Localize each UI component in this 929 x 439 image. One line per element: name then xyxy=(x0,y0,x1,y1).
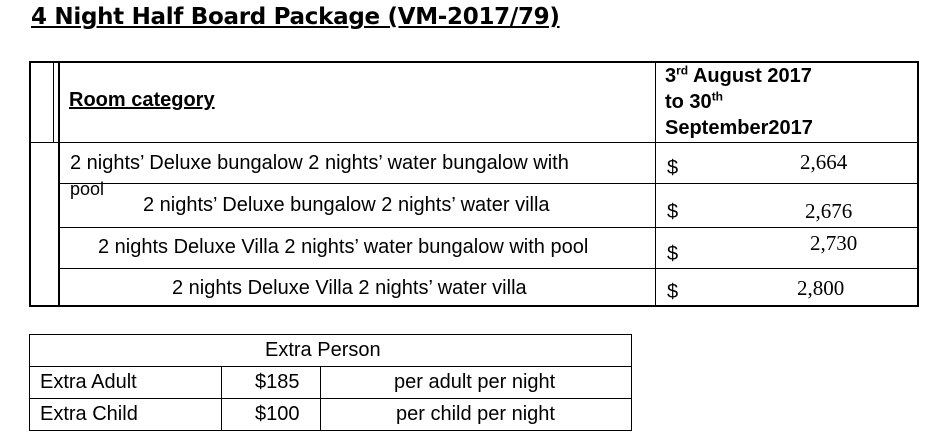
currency-symbol: $ xyxy=(667,201,679,223)
price-cell: 2,676 xyxy=(805,199,853,223)
table-border xyxy=(29,334,30,431)
page-title: 4 Night Half Board Package (VM-2017/79) xyxy=(31,4,560,30)
extra-unit-cell: per child per night xyxy=(396,403,555,425)
table-border xyxy=(58,227,919,228)
table-border xyxy=(58,183,919,184)
column-header-room-category: Room category xyxy=(69,89,215,111)
column-header-date-range xyxy=(665,63,813,141)
room-category-cell: 2 nights Deluxe Villa 2 nights’ water bungalow with pool xyxy=(98,236,589,258)
table-border xyxy=(29,366,632,367)
date-end-suffix: th xyxy=(711,89,724,104)
table-border xyxy=(29,398,632,399)
price-cell: 2,800 xyxy=(797,276,845,300)
price-cell: 2,664 xyxy=(800,150,848,174)
table-border xyxy=(917,61,919,307)
currency-symbol: $ xyxy=(667,243,679,265)
extra-person-table xyxy=(29,334,632,431)
currency-symbol: $ xyxy=(667,281,679,303)
room-category-cell: 2 nights Deluxe Villa 2 nights’ water villa xyxy=(172,277,527,299)
extra-price-cell: $100 xyxy=(255,403,300,425)
table-border xyxy=(221,366,222,431)
extra-person-header: Extra Person xyxy=(265,339,381,361)
table-border xyxy=(320,366,321,431)
price-cell: 2,730 xyxy=(810,231,858,255)
table-border xyxy=(29,305,919,307)
table-border xyxy=(655,61,656,307)
extra-type-cell: Extra Adult xyxy=(40,371,137,393)
extra-type-cell: Extra Child xyxy=(40,403,138,425)
extra-price-cell: $185 xyxy=(255,371,300,393)
room-category-cell: 2 nights’ Deluxe bungalow 2 nights’ water bungalow with xyxy=(70,152,569,174)
table-border xyxy=(53,61,54,143)
table-border xyxy=(58,61,60,307)
date-end-prefix: to 30 xyxy=(665,91,712,113)
table-border xyxy=(29,61,31,307)
currency-symbol: $ xyxy=(667,157,679,179)
room-category-cell: 2 nights’ Deluxe bungalow 2 nights’ water villa xyxy=(143,194,550,216)
table-border xyxy=(58,268,919,269)
extra-unit-cell: per adult per night xyxy=(394,371,556,393)
date-end-month: September2017 xyxy=(665,117,813,139)
room-category-cell: pool xyxy=(70,179,105,199)
table-border xyxy=(29,430,632,431)
table-border xyxy=(29,334,632,335)
package-table xyxy=(29,61,919,307)
table-border xyxy=(29,142,919,143)
date-start-day: 3 xyxy=(665,65,677,87)
date-start-suffix: rd xyxy=(676,63,689,78)
date-start-month: August 2017 xyxy=(688,65,812,87)
table-border xyxy=(631,334,632,431)
